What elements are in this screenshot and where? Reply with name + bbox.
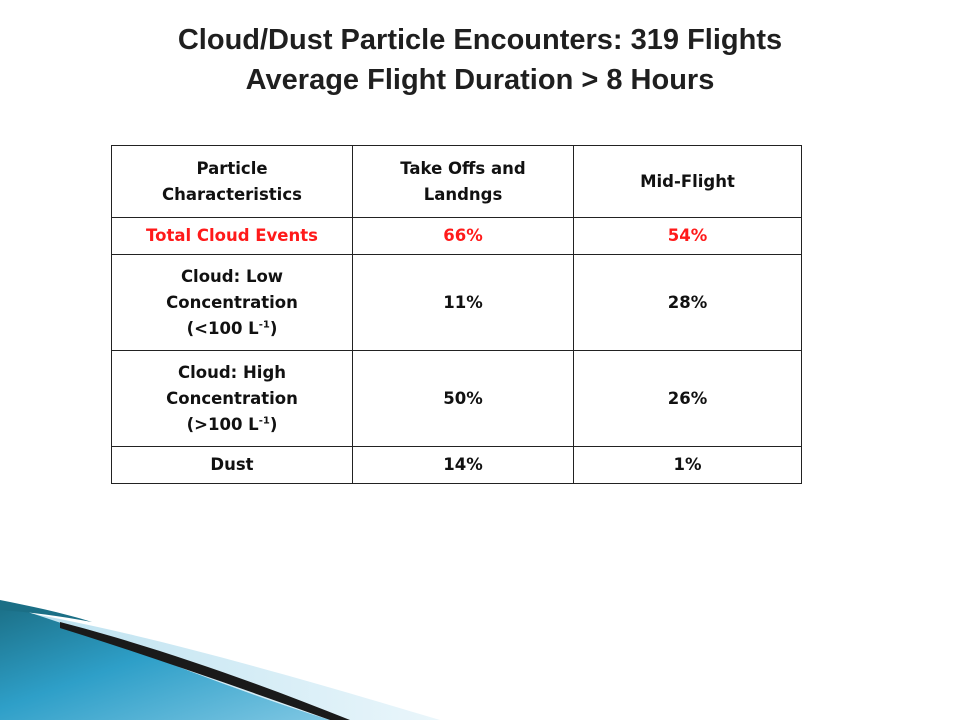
cell-takeoffs-landings: 50% — [353, 351, 574, 447]
row-label-text: Dust — [210, 455, 254, 474]
row-label-text: Total Cloud Events — [146, 226, 318, 245]
row-label-text: (>100 L — [186, 414, 259, 434]
cell-takeoffs-landings: 11% — [353, 255, 574, 351]
title-line-1: Cloud/Dust Particle Encounters: 319 Flights — [177, 24, 783, 56]
table-row — [112, 351, 802, 447]
table-row — [112, 255, 802, 351]
cell-mid-flight: 26% — [574, 351, 802, 447]
row-label-suffix: ) — [269, 414, 278, 434]
row-label-unit — [116, 412, 348, 438]
row-label-text: Concentration — [166, 292, 298, 312]
superscript-exponent: -1 — [258, 415, 270, 426]
encounters-table — [111, 145, 802, 484]
header-particle-characteristics — [112, 146, 353, 218]
row-label — [112, 255, 353, 351]
row-label-text: Cloud: High — [177, 362, 287, 382]
row-label-suffix: ) — [269, 318, 278, 338]
header-takeoffs-landings — [353, 146, 574, 218]
swoosh-light-band — [0, 608, 440, 720]
row-label — [112, 447, 353, 484]
header-mid-flight — [574, 146, 802, 218]
swoosh-dark-stripe — [60, 622, 350, 720]
header-text: Particle — [196, 158, 268, 178]
table-row — [112, 447, 802, 484]
swoosh-teal-edge — [0, 600, 92, 622]
swoosh-blue-band — [0, 604, 330, 720]
cell-takeoffs-landings: 14% — [353, 447, 574, 484]
cell-mid-flight: 28% — [574, 255, 802, 351]
row-label-unit — [116, 316, 348, 342]
table-row — [112, 218, 802, 255]
row-label-text: Concentration — [166, 388, 298, 408]
header-text: Landngs — [423, 184, 503, 204]
header-text: Mid-Flight — [640, 171, 735, 191]
cell-mid-flight: 1% — [574, 447, 802, 484]
title-line-2: Average Flight Duration > 8 Hours — [245, 64, 715, 96]
header-text: Characteristics — [162, 184, 302, 204]
row-label-text: Cloud: Low — [180, 266, 284, 286]
row-label — [112, 218, 353, 255]
cell-takeoffs-landings: 66% — [353, 218, 574, 255]
row-label — [112, 351, 353, 447]
slide-title — [0, 20, 960, 100]
superscript-exponent: -1 — [258, 319, 270, 330]
table-header-row — [112, 146, 802, 218]
row-label-text: (<100 L — [186, 318, 259, 338]
header-text: Take Offs and — [400, 158, 526, 178]
cell-mid-flight: 54% — [574, 218, 802, 255]
